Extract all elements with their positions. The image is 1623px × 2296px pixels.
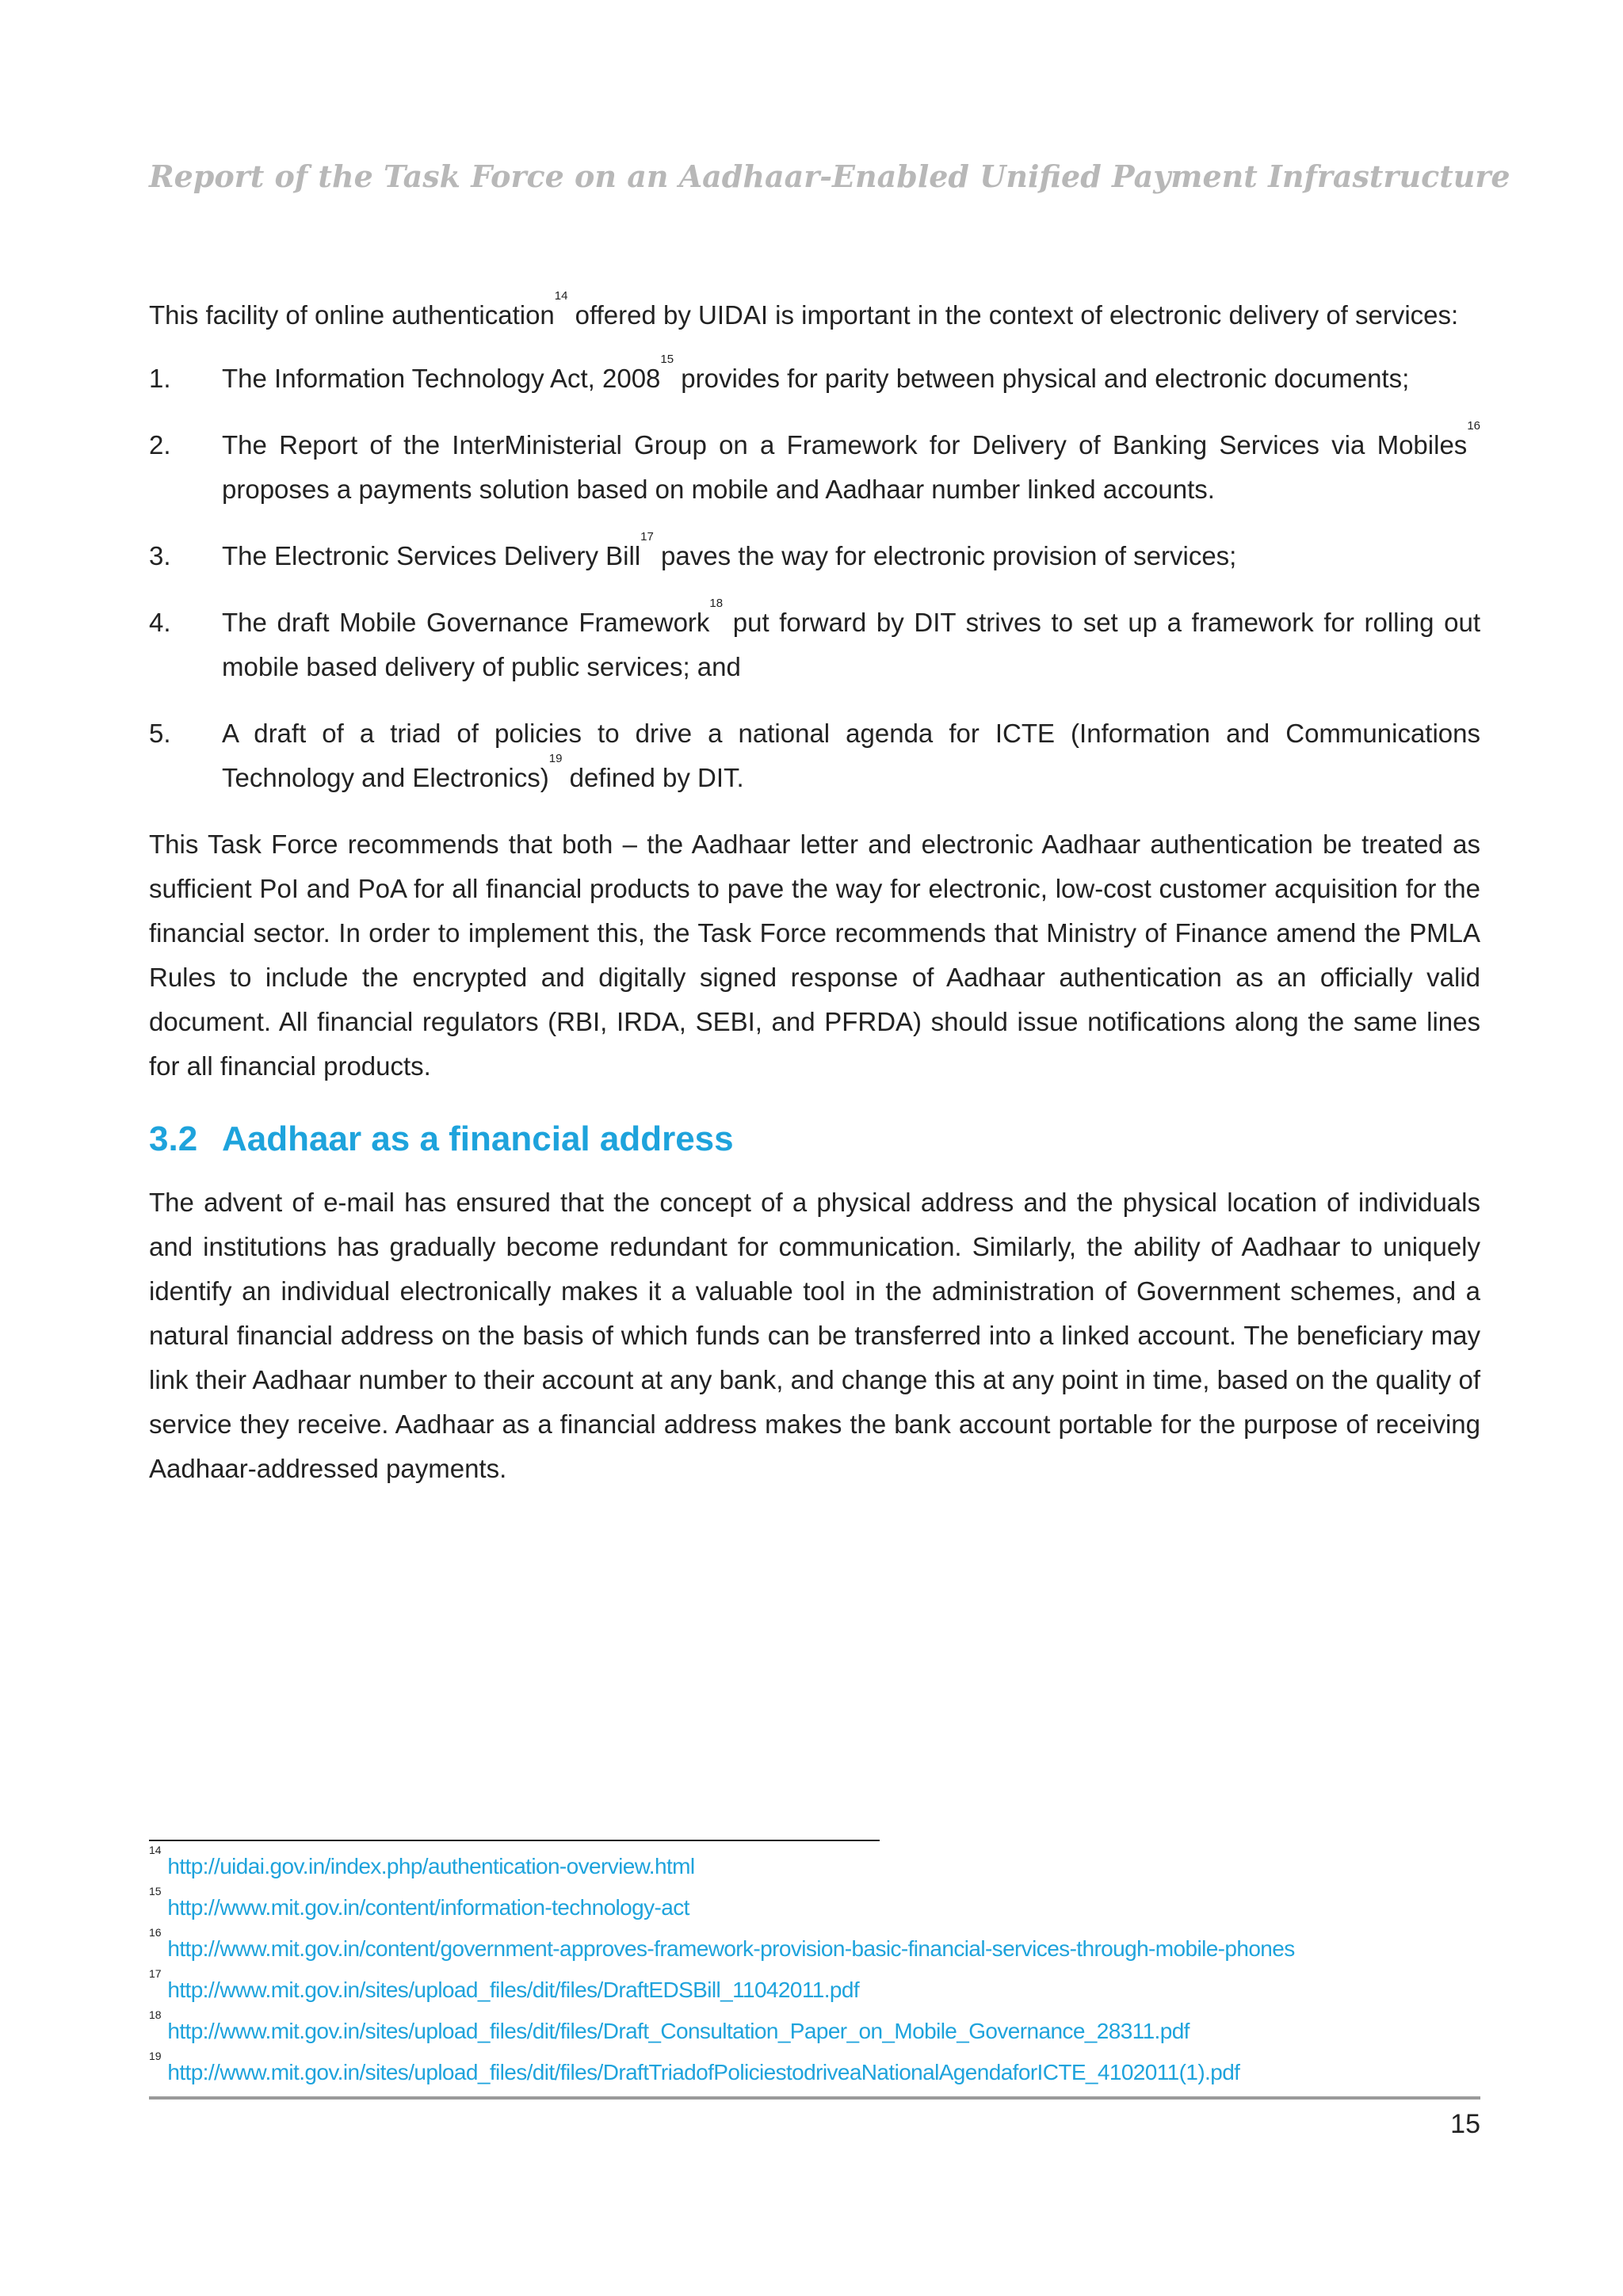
footnote-link[interactable]: http://uidai.gov.in/index.php/authentication-overview.html [167,1854,695,1878]
footnote-ref[interactable]: 19 [548,752,563,765]
list-item-text: A draft of a triad of policies to drive a national agenda for ICTE (Information and Communications Technology and Electronics) [222,719,1480,792]
footnote-number: 14 [149,1844,162,1856]
list-item-number: 5. [149,719,171,748]
footnote-link[interactable]: http://www.mit.gov.in/sites/upload_files/dit/files/Draft_Consultation_Paper_on_Mobile_Governance_28311.pdf [167,2019,1190,2043]
footnote [149,2008,1496,2052]
section-number: 3.2 [149,1119,198,1158]
recommendation-paragraph: This Task Force recommends that both – the Aadhaar letter and electronic Aadhaar authentication be treated as sufficient PoI and PoA for all financial products to pave the way for electronic, low-cost customer acquisition for the financial sector. In order to implement this, the Task Force recommends that Ministry of Finance amend the PMLA Rules to include the encrypted and digitally signed response of Aadhaar authentication as an officially valid document. All financial regulators (RBI, IRDA, SEBI, and PFRDA) should issue notifications along the same lines for all financial products. [149,830,1480,1081]
footnote [149,1887,1496,1928]
list-item-text: The draft Mobile Governance Framework [222,608,710,637]
list-item-text: The Report of the InterMinisterial Group on a Framework for Delivery of Banking Services via Mobiles [222,430,1468,460]
footnote-ref[interactable]: 17 [640,530,654,543]
page-number: 15 [1450,2109,1480,2139]
intro-text-cont: offered by UIDAI is important in the context of electronic delivery of services: [567,300,1459,330]
list-item-text-cont: proposes a payments solution based on mobile and Aadhaar number linked accounts. [222,475,1215,504]
list-item [149,711,1480,800]
footnote-number: 19 [149,2050,162,2062]
footnote [149,2052,1496,2093]
page-footer-rule [149,2096,1480,2100]
list-item-text-cont: put forward by DIT strives to set up a framework for rolling out mobile based delivery of public services; and [222,608,1480,681]
list-item-text-cont: defined by DIT. [562,763,744,792]
list-item [149,597,1480,689]
footnote [149,1967,1496,2011]
footnote-number: 15 [149,1885,162,1897]
intro-paragraph [149,289,1480,338]
list-item [149,419,1480,512]
intro-text: This facility of online authentication [149,300,555,330]
footnote-number: 17 [149,1967,162,1980]
list-item-number: 4. [149,608,171,637]
footnote-link[interactable]: http://www.mit.gov.in/sites/upload_files/dit/files/DraftTriadofPoliciestodriveaNationalAgendaforICTE_4102011(1).pdf [167,2060,1240,2084]
footnote [149,1846,1496,1887]
footnote-number: 18 [149,2008,162,2021]
list-item [149,353,1480,401]
footnote-ref[interactable]: 14 [554,289,568,303]
list-item-number: 2. [149,430,171,460]
list-item [149,530,1480,578]
running-header: Report of the Task Force on an Aadhaar-Enabled Unified Payment Infrastructure [149,158,1510,194]
list-item-number: 3. [149,541,171,570]
footnote-link[interactable]: http://www.mit.gov.in/content/information-technology-act [167,1895,689,1920]
footnote [149,1928,1496,1970]
section-title: Aadhaar as a financial address [222,1119,734,1158]
list-item-number: 1. [149,364,171,393]
footnote-link[interactable]: http://www.mit.gov.in/sites/upload_files/dit/files/DraftEDSBill_11042011.pdf [167,1978,860,2002]
list-item-text-cont: provides for parity between physical and electronic documents; [674,364,1410,393]
footnote-ref[interactable]: 16 [1467,419,1480,433]
footnote-number: 16 [149,1926,162,1939]
footnote-ref[interactable]: 15 [660,353,674,366]
body-text [149,289,1480,1491]
section-paragraph: The advent of e-mail has ensured that the concept of a physical address and the physical location of individuals and institutions has gradually become redundant for communication. Similarly, the ability of Aadhaar to uniquely identify an individual electronically makes it a valuable tool in the administration of Government schemes, and a natural financial address on the basis of which funds can be transferred into a linked account. The beneficiary may link their Aadhaar number to their account at any bank, and change this at any point in time, based on the quality of service they receive. Aadhaar as a financial address makes the bank account portable for the purpose of receiving Aadhaar-addressed payments. [149,1188,1480,1483]
services-list [149,353,1480,800]
footnote-ref[interactable]: 18 [709,597,724,610]
list-item-text-cont: paves the way for electronic provision of services; [653,541,1237,570]
list-item-text: The Electronic Services Delivery Bill [222,541,641,570]
section-heading [149,1116,1480,1163]
footnote-link[interactable]: http://www.mit.gov.in/content/government-approves-framework-provision-basic-financial-services-through-mobile-phones [167,1936,1295,1961]
list-item-text: The Information Technology Act, 2008 [222,364,661,393]
footnote-separator [149,1840,880,1841]
footnotes [149,1846,1496,2093]
